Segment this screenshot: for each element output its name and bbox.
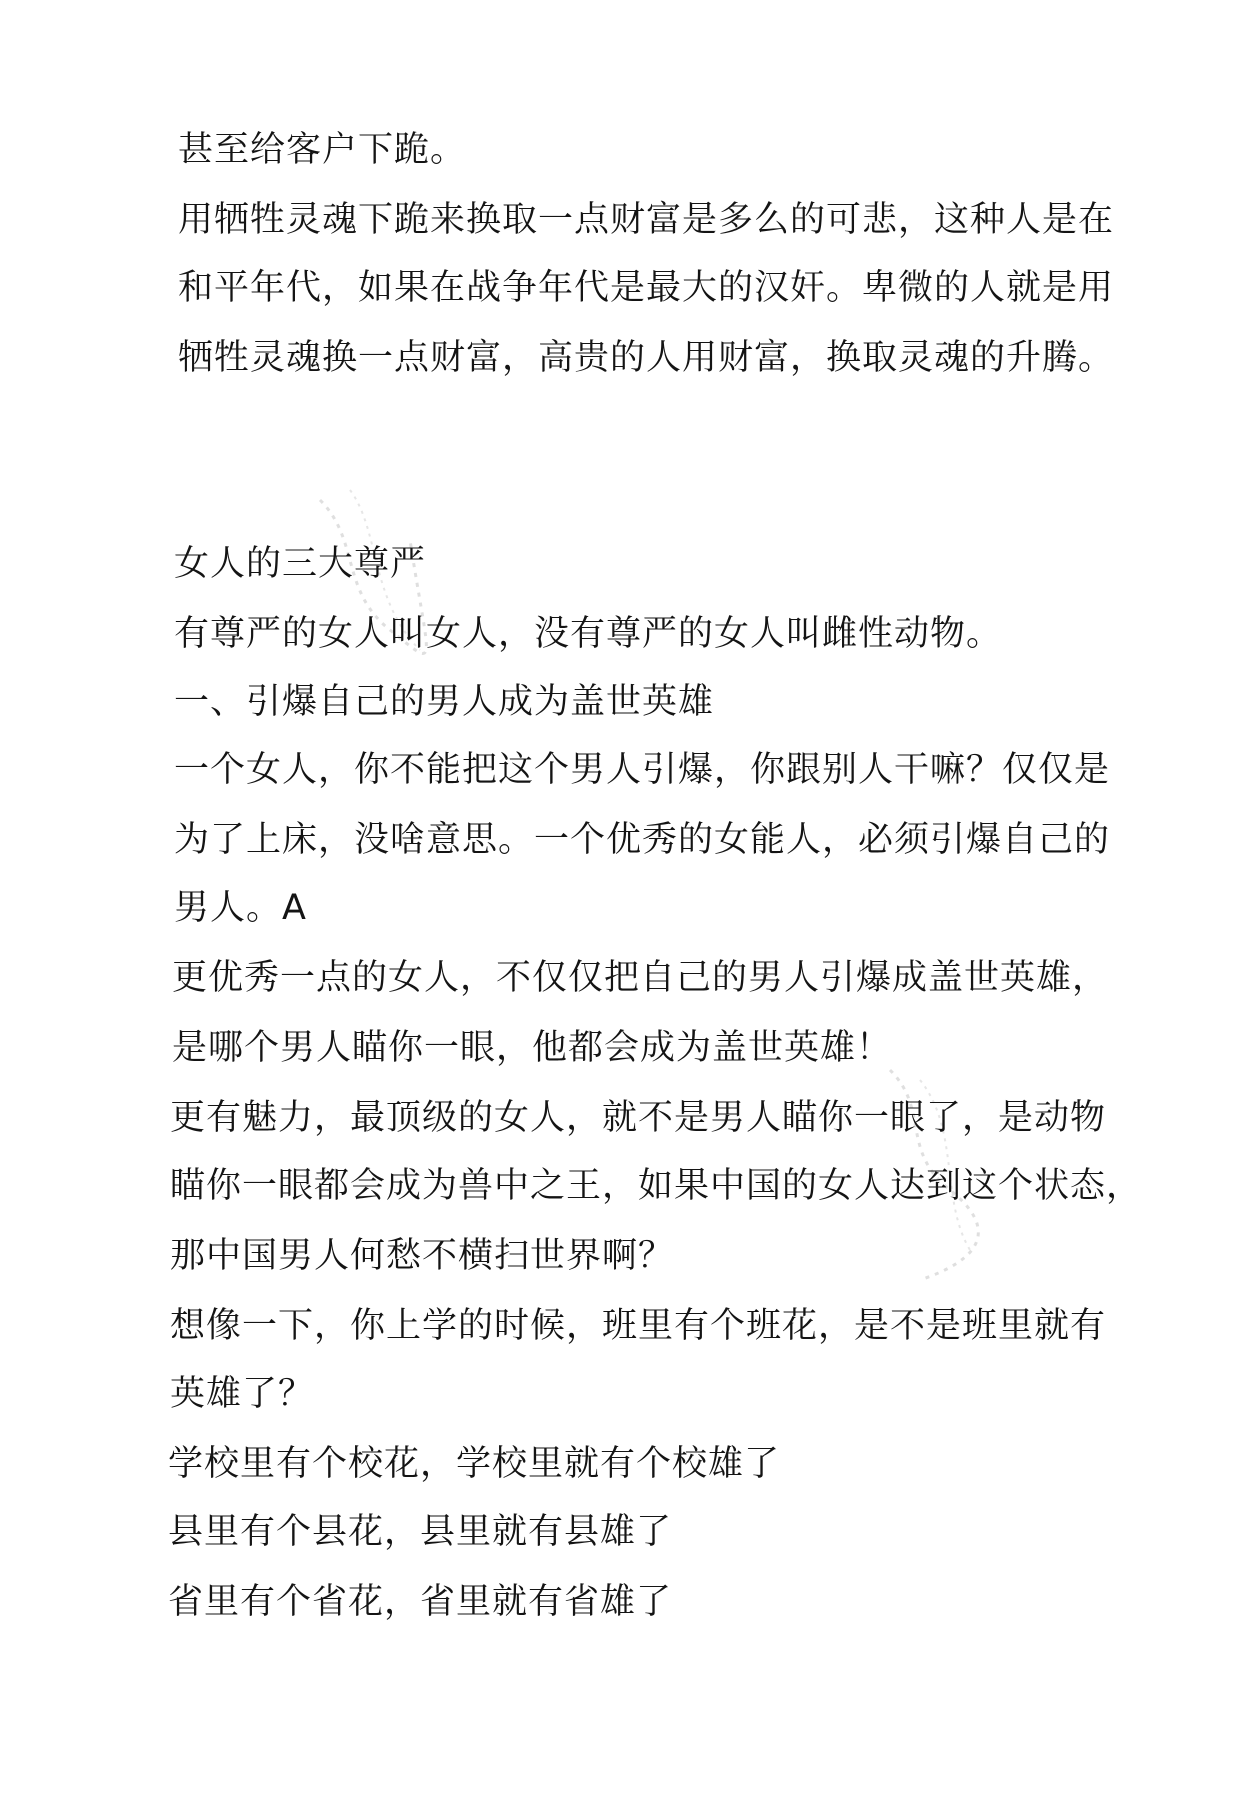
- body-text-line: 男人。A: [174, 888, 307, 928]
- body-text-line: 牺牲灵魂换一点财富，高贵的人用财富，换取灵魂的升腾。: [178, 338, 1115, 378]
- body-text-line: 甚至给客户下跪。: [178, 130, 467, 170]
- body-text-line: 更优秀一点的女人，不仅仅把自己的男人引爆成盖世英雄，: [172, 958, 1109, 998]
- body-text-line: 学校里有个校花，学校里就有个校雄了: [168, 1444, 781, 1484]
- body-text-line: 那中国男人何愁不横扫世界啊？: [170, 1236, 675, 1276]
- body-text-line: 用牺牲灵魂下跪来换取一点财富是多么的可悲，这种人是在: [178, 200, 1115, 240]
- body-text-line: 为了上床，没啥意思。一个优秀的女能人，必须引爆自己的: [174, 820, 1111, 860]
- body-text-line: 瞄你一眼都会成为兽中之王，如果中国的女人达到这个状态，: [170, 1166, 1143, 1206]
- body-text-line: 英雄了？: [170, 1374, 315, 1414]
- body-text-line: 是哪个男人瞄你一眼，他都会成为盖世英雄！: [172, 1028, 893, 1068]
- subheading: 一、引爆自己的男人成为盖世英雄: [174, 682, 715, 722]
- section-title: 女人的三大尊严: [174, 544, 427, 584]
- body-text-line: 和平年代，如果在战争年代是最大的汉奸。卑微的人就是用: [178, 268, 1115, 308]
- body-text-line: 有尊严的女人叫女人，没有尊严的女人叫雌性动物。: [174, 614, 1003, 654]
- body-text-line: 省里有个省花，省里就有省雄了: [168, 1582, 673, 1622]
- body-text-line: 想像一下，你上学的时候，班里有个班花，是不是班里就有: [170, 1306, 1107, 1346]
- body-text-line: 县里有个县花，县里就有县雄了: [168, 1512, 673, 1552]
- body-text-line: 一个女人，你不能把这个男人引爆，你跟别人干嘛？仅仅是: [174, 750, 1111, 790]
- body-text-line: 更有魅力，最顶级的女人，就不是男人瞄你一眼了，是动物: [170, 1098, 1107, 1138]
